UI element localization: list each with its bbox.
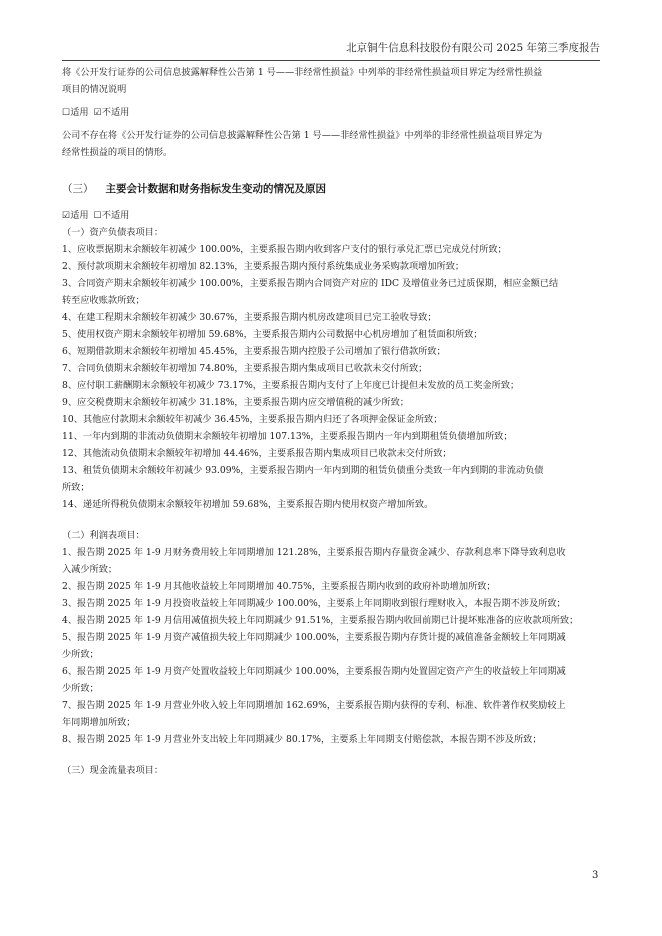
list-item: 少所致； bbox=[62, 649, 99, 660]
section-title: 主要会计数据和财务指标发生变动的情况及原因 bbox=[105, 183, 326, 195]
subsection-title: （三）现金流量表项目： bbox=[62, 765, 164, 776]
section-number: （三） bbox=[62, 183, 94, 195]
intro-line: 项目的情况说明 bbox=[62, 84, 127, 95]
list-item: 10、其他应付款期末余额较年初减少 36.45%，主要系报告期内归还了各项押金保证金所致； bbox=[62, 414, 443, 425]
intro-line: 将《公开发行证券的公司信息披露解释性公告第 1 号——非经常性损益》中列举的非经常性损益项目界定为经常性损益 bbox=[62, 67, 543, 78]
statement-line: 公司不存在将《公开发行证券的公司信息披露解释性公告第 1 号——非经常性损益》中列举的非经常性损益项目界定为 bbox=[62, 130, 543, 141]
checkbox-not-applicable: ☑不适用 bbox=[93, 107, 130, 118]
list-item: 9、应交税费期末余额较年初减少 31.18%，主要系报告期内应交增值税的减少所致； bbox=[62, 397, 409, 408]
list-item: 4、在建工程期末余额较年初减少 30.67%，主要系报告期内机房改建项目已完工验收导致； bbox=[62, 312, 437, 323]
list-item: 7、报告期 2025 年 1-9 月营业外收入较上年同期增加 162.69%，主要系报告期内获得的专利、标准、软件著作权奖励较上 bbox=[62, 700, 566, 711]
applicability-check bbox=[62, 207, 602, 224]
list-item: 少所致； bbox=[62, 683, 99, 694]
checkbox-applicable: ☑适用 bbox=[62, 210, 89, 221]
page-number: 3 bbox=[592, 870, 599, 881]
page-header bbox=[62, 0, 600, 61]
list-item: 2、报告期 2025 年 1-9 月其他收益较上年同期增加 40.75%，主要系报告期内收到的政府补助增加所致； bbox=[62, 581, 496, 592]
list-item: 12、其他流动负债期末余额较年初增加 44.46%，主要系报告期内集成项目已收款未交付所致； bbox=[62, 448, 452, 459]
subsection-title: （一）资产负债表项目： bbox=[62, 227, 164, 238]
checkbox-not-applicable: ☐不适用 bbox=[93, 210, 130, 221]
subsection-title: （二）利润表项目： bbox=[62, 530, 145, 541]
report-title: 北京铜牛信息科技股份有限公司 2025 年第三季度报告 bbox=[346, 42, 600, 54]
income-statement-items bbox=[62, 544, 602, 748]
list-item: 2、预付款项期末余额较年初增加 82.13%，主要系报告期内预付系统集成业务采购款项增加所致； bbox=[62, 261, 465, 272]
list-item: 8、应付职工薪酬期末余额较年初减少 73.17%，主要系报告期内支付了上年度已计提但未发放的员工奖金所致； bbox=[62, 380, 520, 391]
section-heading bbox=[62, 179, 602, 199]
list-item: 3、报告期 2025 年 1-9 月投资收益较上年同期减少 100.00%，主要系上年同期收到银行理财收入，本报告期不涉及所致； bbox=[62, 598, 566, 609]
list-item: 3、合同资产期末余额较年初减少 100.00%，主要系报告期内合同资产对应的 IDC 及增值业务已过质保期，相应金额已结 bbox=[62, 278, 559, 289]
list-item: 11、一年内到期的非流动负债期末余额较年初增加 107.13%，主要系报告期内一年内到期租赁负债增加所致； bbox=[62, 431, 513, 442]
list-item: 6、短期借款期末余额较年初增加 45.45%，主要系报告期内控股子公司增加了银行借款所致； bbox=[62, 346, 446, 357]
balance-sheet-items bbox=[62, 241, 602, 513]
list-item: 所致； bbox=[62, 482, 90, 493]
list-item: 5、使用权资产期末余额较年初增加 59.68%，主要系报告期内公司数据中心机房增加了租赁面积所致； bbox=[62, 329, 483, 340]
list-item: 1、报告期 2025 年 1-9 月财务费用较上年同期增加 121.28%，主要系报告期内存量资金减少、存款利息率下降导致利息收 bbox=[62, 547, 566, 558]
statement-line: 经常性损益的项目的情形。 bbox=[62, 147, 173, 158]
list-item: 8、报告期 2025 年 1-9 月营业外支出较上年同期减少 80.17%，主要系上年同期支付赔偿款，本报告期不涉及所致； bbox=[62, 734, 542, 745]
checkbox-applicable: ☐适用 bbox=[62, 107, 89, 118]
list-item: 4、报告期 2025 年 1-9 月信用减值损失较上年同期减少 91.51%，主要系报告期内收回前期已计提坏账准备的应收款项所致； bbox=[62, 615, 579, 626]
list-item: 14、递延所得税负债期末余额较年初增加 59.68%，主要系报告期内使用权资产增加所致。 bbox=[62, 499, 434, 510]
applicability-check bbox=[62, 104, 602, 121]
list-item: 6、报告期 2025 年 1-9 月资产处置收益较上年同期减少 100.00%，主要系报告期内处置固定资产产生的收益较上年同期减 bbox=[62, 666, 566, 677]
list-item: 转至应收账款所致； bbox=[62, 295, 145, 306]
list-item: 年同期增加所致； bbox=[62, 717, 136, 728]
list-item: 13、租赁负债期末余额较年初减少 93.09%，主要系报告期内一年内到期的租赁负债重分类致一年内到期的非流动负债 bbox=[62, 465, 544, 476]
list-item: 7、合同负债期末余额较年初增加 74.80%，主要系报告期内集成项目已收款未交付所致； bbox=[62, 363, 428, 374]
list-item: 入减少所致； bbox=[62, 564, 118, 575]
list-item: 5、报告期 2025 年 1-9 月资产减值损失较上年同期减少 100.00%，主要系报告期内存货计提的减值准备金额较上年同期减 bbox=[62, 632, 566, 643]
list-item: 1、应收票据期末余额较年初减少 100.00%，主要系报告期内收到客户支付的银行承兑汇票已完成兑付所致； bbox=[62, 244, 507, 255]
page-content bbox=[62, 64, 602, 779]
